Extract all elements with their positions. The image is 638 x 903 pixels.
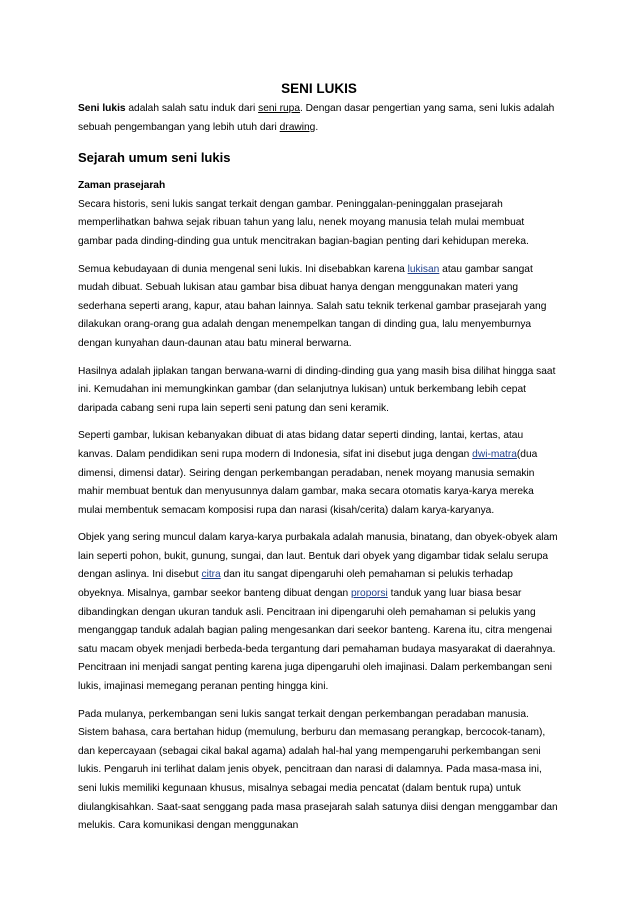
paragraph-2 [78,261,560,354]
subheading: Zaman prasejarah [78,180,166,192]
paragraph-3: Hasilnya adalah jiplakan tangan berwana-warni di dinding-dinding gua yang masih bisa dilihat hingga saat ini. Kemudahan ini memungkinkan gambar (dan selanjutnya lukisan) untuk berkembang lebih cepat daripada cabang seni rupa lain seperti seni patung dan seni keramik. [78,365,556,414]
paragraph-6: Pada mulanya, perkembangan seni lukis sangat terkait dengan perkembangan peradaban manusia. Sistem bahasa, cara bertahan hidup (memulung, berburu dan memasang perangkap, bercocok-tanam), dan kepercayaan (sebagai cikal bakal agama) adalah hal-hal yang mempengaruhi perkembangan seni lukis. Pengaruh ini terlihat dalam jenis obyek, pencitraan dan narasi di dalamnya. Pada masa-masa ini, seni lukis memiliki kegunaan khusus, misalnya sebagai media pencatat (dalam bentuk rupa) untuk diulangkisahkan. Saat-saat senggang pada masa prasejarah salah satunya diisi dengan menggambar dan melukis. Cara komunikasi dengan menggunakan [78,708,558,832]
intro-text-3: . [315,121,319,133]
intro-text-2: . Dengan dasar pengertian yang sama, seni lukis adalah sebuah pengembangan yang lebih utuh dari [78,103,555,133]
paragraph-5-text-2: dan itu sangat dipengaruhi oleh pemahaman si pelukis terhadap obyeknya. Misalnya, gambar seekor banteng dibuat dengan [78,569,513,600]
intro-paragraph [78,100,560,137]
link-lukisan[interactable]: lukisan [407,263,440,275]
paragraph-5 [78,529,560,696]
paragraph-1: Secara historis, seni lukis sangat terkait dengan gambar. Peninggalan-peninggalan prasejarah memperlihatkan bahwa sejak ribuan tahun yang lalu, nenek moyang manusia telah mulai membuat gambar pada dinding-dinding gua untuk mencitrakan bagian-bagian penting dari kehidupan mereka. [78,198,529,247]
intro-term: Seni lukis [78,103,126,114]
paragraph-5-text-3: tanduk yang luar biasa besar dibandingkan dengan ukuran tanduk asli. Pencitraan ini dipengaruhi oleh pemahaman si pelukis yang menganggap tanduk adalah bagian paling mengesankan dari seekor banteng. Karena itu, citra mengenai satu macam obyek menjadi berbeda-beda tergantung dari pemahaman budaya masyarakat di daerahnya. Pencitraan ini menjadi sangat penting karena juga dipengaruhi oleh imajinasi. Dalam perkembangan seni lukis, imajinasi memegang peranan penting hingga kini. [78,588,556,693]
link-citra[interactable]: citra [201,569,221,581]
link-dwi-matra[interactable]: dwi-matra [472,448,517,460]
document-page [78,80,560,836]
paragraph-4-text-1: Seperti gambar, lukisan kebanyakan dibuat di atas bidang datar seperti dinding, lantai, kertas, atau kanvas. Dalam pendidikan seni rupa modern di Indonesia, sifat ini disebut juga dengan [78,430,524,460]
paragraph-2-text-1: Semua kebudayaan di dunia mengenal seni lukis. Ini disebabkan karena [78,263,408,275]
paragraph-4 [78,427,560,520]
paragraph-5-text-1: Objek yang sering muncul dalam karya-karya purbakala adalah manusia, binatang, dan obyek-obyek alam lain seperti pohon, bukit, gunung, sungai, dan laut. Bentuk dari obyek yang digambar tidak selalu serupa dengan aslinya. Ini disebut [78,532,558,581]
intro-text-1: adalah salah satu induk dari [125,103,259,114]
section-heading: Sejarah umum seni lukis [78,150,231,166]
link-seni-rupa[interactable]: seni rupa [258,103,301,114]
page-title: SENI LUKIS [281,81,357,96]
paragraph-4-text-2: (dua dimensi, dimensi datar). Seiring dengan perkembangan peradaban, nenek moyang manusia semakin mahir membuat bentuk dan menyusunnya dalam gambar, maka secara otomatis karya-karya mereka mulai membentuk semacam komposisi rupa dan narasi (kisah/cerita) dalam karya-karyanya. [78,448,538,516]
link-proporsi[interactable]: proporsi [350,588,388,600]
paragraph-2-text-2: atau gambar sangat mudah dibuat. Sebuah lukisan atau gambar bisa dibuat hanya dengan menggunakan materi yang sederhana seperti arang, kapur, atau bahan lainnya. Salah satu teknik terkenal gambar prasejarah yang dilakukan orang-orang gua adalah dengan menempelkan tangan di dinding gua, lalu menyemburnya dengan kunyahan daun-daunan atau batu mineral berwarna. [78,263,547,349]
link-drawing[interactable]: drawing [279,121,316,133]
